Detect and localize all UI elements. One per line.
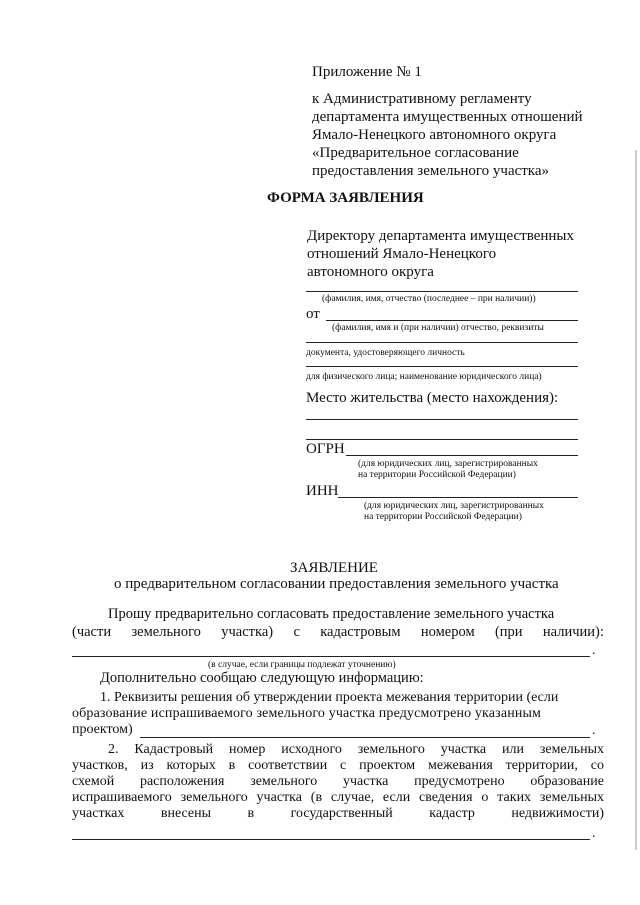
cadastral-number-field-line — [72, 656, 590, 657]
request-line-1: Прошу предварительно согласовать предоставление земельного участка — [108, 606, 555, 622]
appendix-line: предоставления земельного участка» — [312, 163, 550, 179]
item1-line: образование испрашиваемого земельного участка предусмотрено указанным — [72, 706, 542, 721]
item2-line — [72, 806, 604, 823]
cadastral-caption: (в случае, если границы подлежат уточнению) — [208, 660, 396, 670]
word: расположения — [139, 774, 225, 789]
fio-caption: (фамилия, имя, отчество (последнее – при наличии)) — [322, 294, 536, 304]
appendix-title: Приложение № 1 — [312, 64, 422, 80]
addressee-line: автономного округа — [307, 264, 434, 280]
word: внесены — [160, 806, 212, 821]
scan-edge — [635, 150, 637, 850]
word: (при — [494, 624, 523, 640]
form-title: ФОРМА ЗАЯВЛЕНИЯ — [267, 190, 424, 206]
word: схемой — [72, 774, 115, 789]
requisites-field-line — [306, 342, 578, 343]
word: образование — [530, 774, 604, 789]
residence-label: Место жительства (место нахождения): — [306, 390, 559, 406]
addressee-line: Директору департамента имущественных — [307, 228, 575, 244]
item2-line — [72, 758, 604, 775]
appendix-line: Ямало-Ненецкого автономного округа — [312, 127, 557, 143]
director-fio-field-line — [306, 291, 578, 292]
word: предусмотрено — [414, 774, 505, 789]
applicant-fio-field-line — [326, 320, 578, 321]
document-caption: документа, удостоверяющего личность — [306, 348, 465, 358]
from-label: от — [306, 306, 320, 322]
item1-line: 1. Реквизиты решения об утверждении проекта межевания территории (если — [100, 690, 559, 705]
statement-heading: ЗАЯВЛЕНИЕ — [290, 560, 378, 576]
document-field-line — [306, 366, 578, 367]
additional-info-label: Дополнительно сообщаю следующую информацию: — [100, 670, 424, 686]
project-requisites-field-line — [140, 737, 590, 738]
period: . — [592, 643, 596, 658]
word: государственный — [290, 806, 393, 821]
word: наличии): — [542, 624, 604, 640]
inn-label: ИНН — [306, 483, 339, 499]
word: (части — [72, 624, 112, 640]
word: земельного — [131, 624, 201, 640]
appendix-line: департамента имущественных отношений — [312, 109, 583, 125]
item2-line — [72, 774, 604, 791]
source-parcels-field-line — [72, 839, 590, 840]
applicant-caption: (фамилия, имя и (при наличии) отчество, реквизиты — [332, 323, 544, 333]
word: недвижимости) — [511, 806, 604, 821]
residence-field-line — [306, 439, 578, 440]
ogrn-caption: (для юридических лиц, зарегистрированных — [358, 459, 538, 469]
appendix-line: «Предварительное согласование — [312, 145, 519, 161]
item2-text: участков, из которых в соответствии с проектом межевания территории, со — [72, 758, 604, 773]
ogrn-caption: на территории Российской Федерации) — [358, 470, 516, 480]
word: земельного — [250, 774, 318, 789]
inn-field-line — [338, 497, 578, 498]
word: с — [293, 624, 300, 640]
item2-text: 2. Кадастровый номер исходного земельного участка или земельных — [108, 742, 604, 757]
word: участка — [342, 774, 389, 789]
inn-caption: на территории Российской Федерации) — [364, 512, 522, 522]
item1-line: проектом) — [72, 722, 133, 737]
item2-line — [108, 742, 604, 759]
addressee-line: отношений Ямало-Ненецкого — [307, 246, 497, 262]
period: . — [592, 826, 596, 841]
word: участках — [72, 806, 125, 821]
inn-caption: (для юридических лиц, зарегистрированных — [364, 501, 544, 511]
word: номером — [420, 624, 475, 640]
item2-line — [72, 790, 604, 807]
ogrn-field-line — [346, 455, 578, 456]
appendix-line: к Административному регламенту — [312, 91, 532, 107]
word: кадастровым — [320, 624, 401, 640]
person-caption: для физического лица; наименование юридического лица) — [306, 372, 542, 382]
item2-text: испрашиваемого земельного участка (в случае, если сведения о таких земельных — [72, 790, 604, 805]
request-line-2 — [72, 624, 604, 641]
word: кадастр — [429, 806, 475, 821]
statement-subheading: о предварительном согласовании предоставления земельного участка — [114, 576, 559, 592]
word: участка) — [221, 624, 274, 640]
word: в — [247, 806, 255, 821]
ogrn-label: ОГРН — [306, 441, 345, 457]
residence-field-line — [306, 419, 578, 420]
period: . — [592, 723, 596, 738]
